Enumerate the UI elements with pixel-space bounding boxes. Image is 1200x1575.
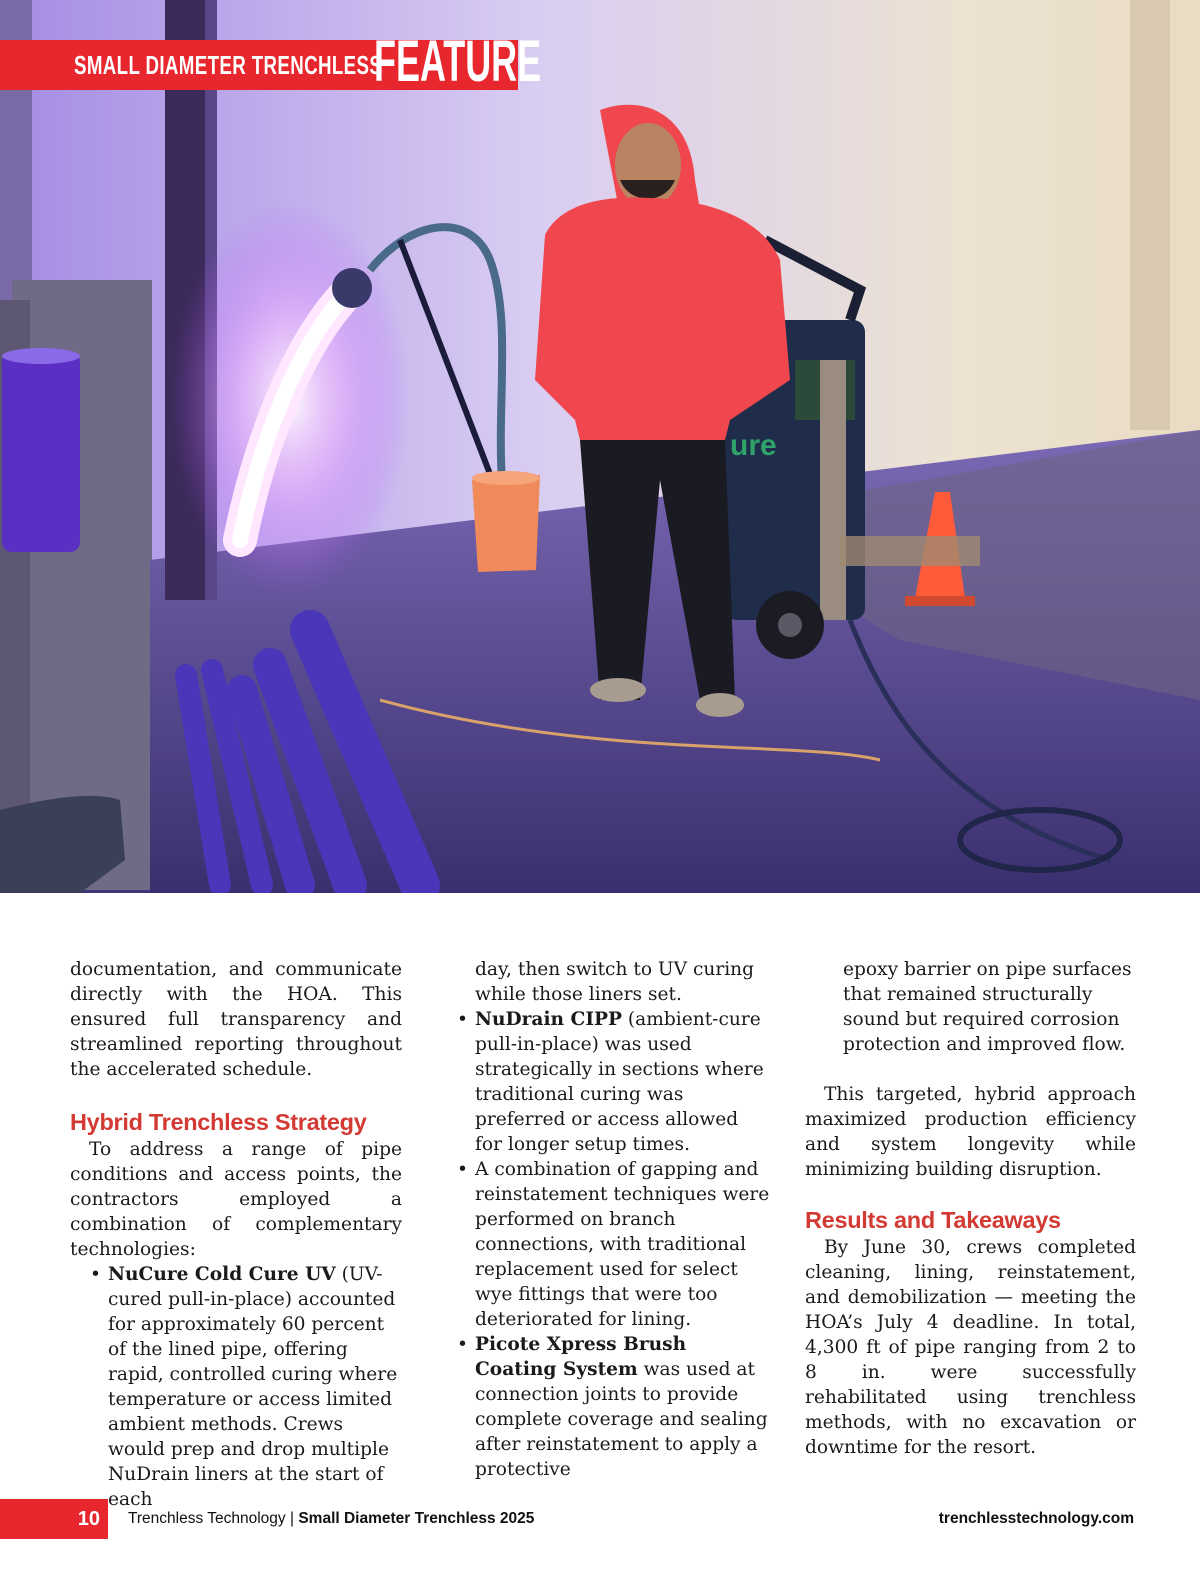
list-item bbox=[475, 1332, 771, 1482]
feature-banner bbox=[0, 29, 542, 94]
list-item-text: (ambient-cure pull-in-place) was used strategically in sections where traditional curing was preferred or access allowed for longer setup times. bbox=[475, 1009, 764, 1155]
text-column-1 bbox=[70, 957, 402, 1512]
page-number-box bbox=[0, 1499, 108, 1539]
section-heading-results: Results and Takeaways bbox=[805, 1207, 1061, 1233]
paragraph: To address a range of pipe conditions and access points, the contractors employed a combination of complementary technologies: bbox=[70, 1139, 402, 1260]
list-item-continuation bbox=[475, 957, 771, 1007]
section-heading-hybrid-strategy: Hybrid Trenchless Strategy bbox=[70, 1109, 367, 1135]
footer-separator: | bbox=[289, 1510, 295, 1527]
section-kicker: SMALL DIAMETER TRENCHLESS bbox=[74, 49, 383, 80]
technology-list bbox=[70, 1262, 402, 1512]
machine-logo-text: ure bbox=[730, 429, 777, 462]
section-tag: FEATURE bbox=[374, 29, 542, 94]
list-item bbox=[475, 1157, 771, 1332]
page-footer bbox=[0, 1499, 1200, 1539]
page-number: 10 bbox=[77, 1508, 100, 1530]
paragraph: This targeted, hybrid approach maximized production efficiency and system longevity while minimizing building disruption. bbox=[805, 1084, 1136, 1180]
list-item-text: (UV-cured pull-in-place) accounted for approximately 60 percent of the lined pipe, offering rapid, controlled curing where temperature or access limited ambient methods. Crews would prep and drop multiple NuDrain liners at the start of each bbox=[108, 1264, 398, 1510]
technology-list-continued bbox=[455, 957, 771, 1482]
list-item-title: NuDrain CIPP bbox=[475, 1009, 622, 1030]
list-item-text: was used at connection joints to provide complete coverage and sealing after reinstatement to apply a protective bbox=[475, 1359, 768, 1480]
paragraph: By June 30, crews completed cleaning, lining, reinstatement, and demobilization — meeting the HOA’s July 4 deadline. In total, 4,300 ft of pipe ranging from 2 to 8 in. were successfully rehabilitated using trenchless methods, with no excavation or downtime for the resort. bbox=[805, 1237, 1136, 1458]
list-item-continuation: epoxy barrier on pipe surfaces that remained structurally sound but required corrosion protection and improved flow. bbox=[843, 959, 1132, 1055]
text-column-3 bbox=[805, 957, 1136, 1460]
list-item bbox=[475, 1007, 771, 1157]
list-item bbox=[108, 1262, 402, 1512]
list-item-title: NuCure Cold Cure UV bbox=[108, 1264, 336, 1285]
list-item-text: day, then switch to UV curing while those liners set. bbox=[475, 959, 755, 1005]
issue-name: Small Diameter Trenchless 2025 bbox=[298, 1510, 535, 1527]
publication-name: Trenchless Technology bbox=[128, 1510, 286, 1527]
text-column-2 bbox=[455, 957, 771, 1482]
website-link[interactable]: trenchlesstechnology.com bbox=[938, 1510, 1134, 1527]
paragraph: documentation, and communicate directly with the HOA. This ensured full transparency and streamlined reporting throughout the accelerated schedule. bbox=[70, 959, 402, 1080]
list-item-text: A combination of gapping and reinstatement techniques were performed on branch connections, with traditional replacement used for select wye fittings that were too deteriorated for lining. bbox=[475, 1159, 770, 1330]
publication-line bbox=[128, 1499, 534, 1539]
list-item-title: Picote Xpress Brush Coating System bbox=[475, 1334, 687, 1380]
